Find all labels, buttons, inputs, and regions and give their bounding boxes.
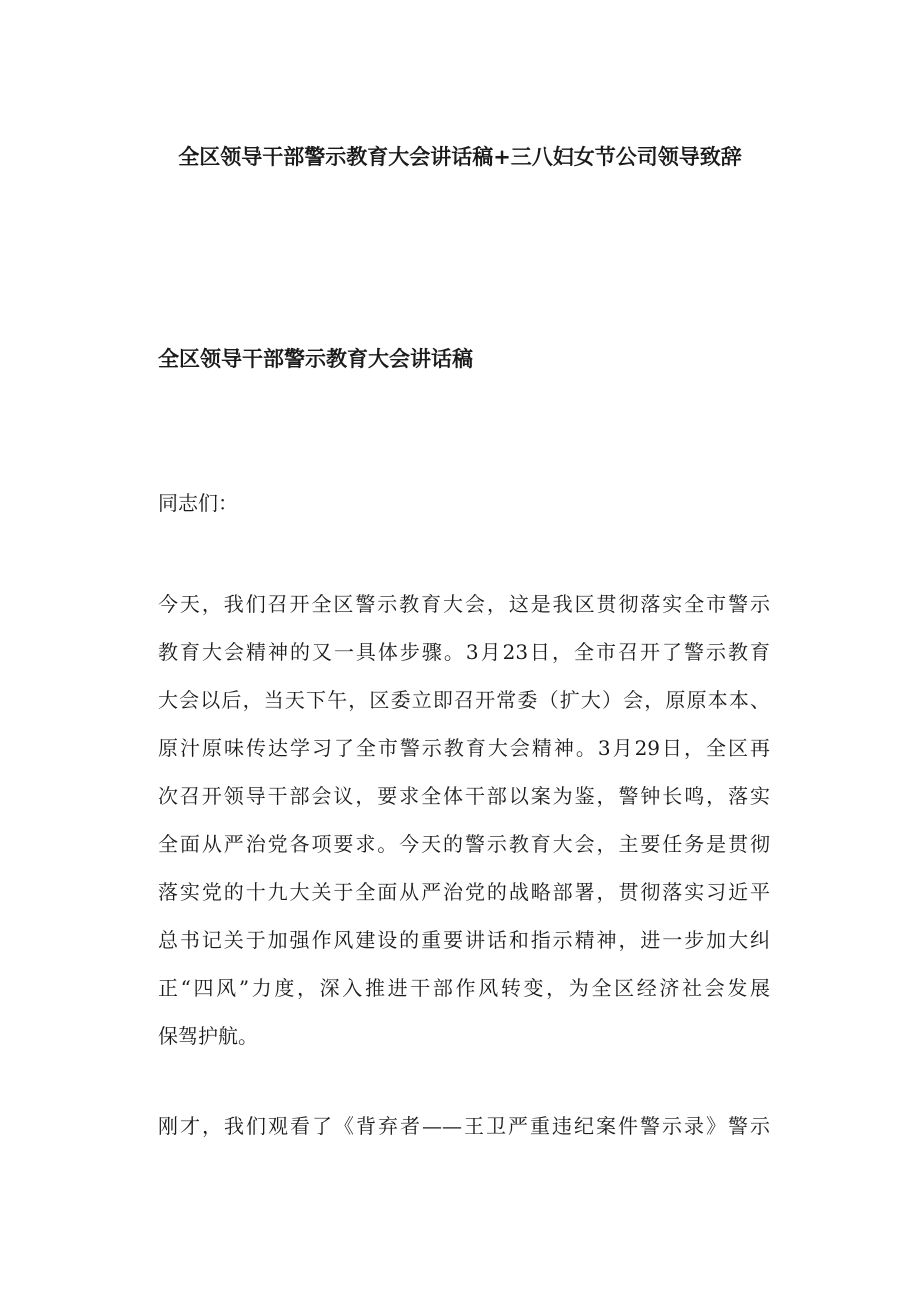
document-title: 全区领导干部警示教育大会讲话稿+三八妇女节公司领导致辞 <box>178 145 742 169</box>
paragraph-1 <box>158 580 770 1060</box>
paragraph-line: 正“四风”力度，深入推进干部作风转变，为全区经济社会发展 <box>158 976 770 1000</box>
paragraph-line: 大会以后，当天下午，区委立即召开常委（扩大）会，原原本本、 <box>158 688 770 712</box>
paragraph-line: 今天，我们召开全区警示教育大会，这是我区贯彻落实全市警示 <box>158 592 770 616</box>
paragraph-line: 原汁原味传达学习了全市警示教育大会精神。3月29日，全区再 <box>158 736 770 760</box>
paragraph-line: 教育大会精神的又一具体步骤。3月23日，全市召开了警示教育 <box>158 640 770 664</box>
paragraph-2 <box>158 1102 770 1150</box>
paragraph-line: 总书记关于加强作风建设的重要讲话和指示精神，进一步加大纠 <box>158 928 770 952</box>
section-title: 全区领导干部警示教育大会讲话稿 <box>158 347 473 371</box>
paragraph-line: 全面从严治党各项要求。今天的警示教育大会，主要任务是贯彻 <box>158 832 770 856</box>
paragraph-line: 刚才，我们观看了《背弃者——王卫严重违纪案件警示录》警示 <box>158 1114 770 1138</box>
greeting: 同志们： <box>158 491 238 515</box>
paragraph-line: 落实党的十九大关于全面从严治党的战略部署，贯彻落实习近平 <box>158 880 770 904</box>
paragraph-line: 保驾护航。 <box>158 1024 258 1048</box>
paragraph-line: 次召开领导干部会议，要求全体干部以案为鉴，警钟长鸣，落实 <box>158 784 770 808</box>
